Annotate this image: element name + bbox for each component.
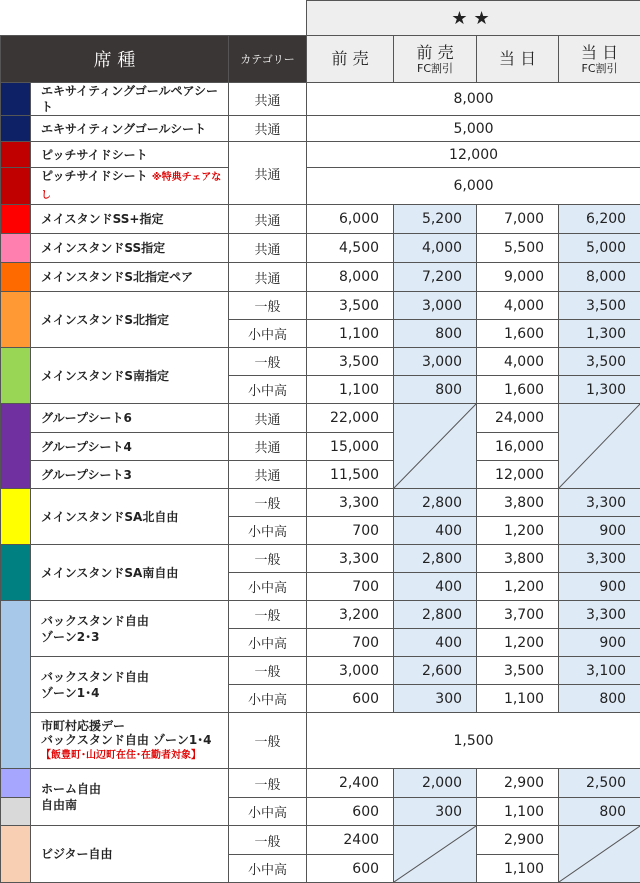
price-advance-fc: 400	[394, 629, 477, 657]
color-swatch	[1, 263, 31, 292]
price-dayof-fc: 2,500	[559, 769, 640, 798]
price-advance: 3,500	[307, 348, 394, 376]
price-dayof-fc: 3,100	[559, 657, 640, 685]
table-row	[1, 142, 640, 168]
price-dayof: 1,100	[477, 685, 559, 713]
table-row	[1, 769, 640, 798]
category-cell: 一般	[229, 713, 307, 769]
color-swatch	[1, 826, 31, 883]
seat-name: ピッチサイドシート	[31, 142, 229, 168]
price-advance-fc: 2,800	[394, 601, 477, 629]
price-advance: 1,100	[307, 376, 394, 404]
seat-name: グループシート6	[31, 404, 229, 433]
header-advance: 前 売	[307, 36, 394, 83]
seat-name: メイスタンドSS+指定	[31, 205, 229, 234]
table-row	[1, 292, 640, 320]
note-text: ※特典チェアなし	[41, 172, 221, 201]
price-advance: 22,000	[307, 404, 394, 433]
table-row	[1, 205, 640, 234]
table-row	[1, 433, 640, 461]
not-available-cell	[559, 826, 640, 883]
price-advance-fc: 3,000	[394, 292, 477, 320]
category-cell: 共通	[229, 234, 307, 263]
price-dayof: 12,000	[477, 461, 559, 489]
seat-name: メインスタンドS北指定	[31, 292, 229, 348]
category-cell: 小中高	[229, 573, 307, 601]
price-cell: 5,000	[307, 116, 640, 142]
seat-name: ビジター自由	[31, 826, 229, 883]
category-cell: 小中高	[229, 629, 307, 657]
table-row	[1, 657, 640, 685]
color-swatch	[1, 545, 31, 601]
price-dayof: 2,900	[477, 769, 559, 798]
price-dayof-fc: 900	[559, 573, 640, 601]
category-cell: 共通	[229, 433, 307, 461]
price-dayof: 16,000	[477, 433, 559, 461]
price-dayof: 1,200	[477, 573, 559, 601]
table-row	[1, 713, 640, 769]
table-row	[1, 168, 640, 205]
color-swatch	[1, 769, 31, 798]
table-row	[1, 116, 640, 142]
price-advance: 11,500	[307, 461, 394, 489]
price-advance-fc: 3,000	[394, 348, 477, 376]
seat-name: グループシート4	[31, 433, 229, 461]
price-dayof-fc: 5,000	[559, 234, 640, 263]
category-cell: 共通	[229, 83, 307, 116]
color-swatch	[1, 142, 31, 168]
color-swatch	[1, 404, 31, 489]
price-dayof: 1,200	[477, 629, 559, 657]
category-cell: 小中高	[229, 685, 307, 713]
price-advance: 600	[307, 798, 394, 826]
category-cell: 一般	[229, 769, 307, 798]
price-advance-fc: 400	[394, 517, 477, 545]
seat-name: メインスタンドS南指定	[31, 348, 229, 404]
price-advance: 8,000	[307, 263, 394, 292]
seat-name: 市町村応援デー バックスタンド自由 ゾーン1･4 【飯豊町･山辺町在住･在勤者対象】	[31, 713, 229, 769]
price-advance-fc: 2,800	[394, 545, 477, 573]
price-advance-fc: 300	[394, 798, 477, 826]
table-row	[1, 234, 640, 263]
category-cell: 共通	[229, 116, 307, 142]
price-dayof: 4,000	[477, 292, 559, 320]
price-dayof: 2,900	[477, 826, 559, 855]
price-advance: 2,400	[307, 769, 394, 798]
table-row	[1, 601, 640, 629]
category-cell: 一般	[229, 826, 307, 855]
seat-name: エキサイティングゴールシート	[31, 116, 229, 142]
seat-name: バックスタンド自由 ゾーン1･4	[31, 657, 229, 713]
category-cell: 小中高	[229, 517, 307, 545]
not-available-cell	[394, 404, 477, 489]
price-advance: 1,100	[307, 320, 394, 348]
category-cell: 一般	[229, 601, 307, 629]
seat-name: バックスタンド自由 ゾーン2･3	[31, 601, 229, 657]
price-advance: 3,000	[307, 657, 394, 685]
price-advance: 700	[307, 517, 394, 545]
table-row	[1, 489, 640, 517]
price-dayof-fc: 800	[559, 798, 640, 826]
price-advance-fc: 4,000	[394, 234, 477, 263]
price-dayof-fc: 1,300	[559, 320, 640, 348]
price-dayof: 9,000	[477, 263, 559, 292]
price-dayof-fc: 3,300	[559, 601, 640, 629]
price-advance: 15,000	[307, 433, 394, 461]
price-dayof: 1,600	[477, 320, 559, 348]
table-row	[1, 263, 640, 292]
price-dayof: 4,000	[477, 348, 559, 376]
category-cell: 一般	[229, 489, 307, 517]
table-row	[1, 461, 640, 489]
category-cell: 一般	[229, 657, 307, 685]
color-swatch	[1, 83, 31, 116]
seat-name: グループシート3	[31, 461, 229, 489]
category-cell: 一般	[229, 292, 307, 320]
price-dayof: 3,500	[477, 657, 559, 685]
color-swatch	[1, 168, 31, 205]
seat-name: メインスタンドSS指定	[31, 234, 229, 263]
not-available-cell	[394, 826, 477, 883]
price-advance-fc: 2,600	[394, 657, 477, 685]
price-dayof-fc: 3,500	[559, 348, 640, 376]
price-advance: 3,300	[307, 545, 394, 573]
price-dayof-fc: 800	[559, 685, 640, 713]
price-dayof-fc: 8,000	[559, 263, 640, 292]
category-cell: 共通	[229, 205, 307, 234]
price-dayof: 3,800	[477, 489, 559, 517]
category-cell: 共通	[229, 142, 307, 205]
table-row	[1, 404, 640, 433]
header-seat: 席 種	[1, 36, 229, 83]
category-cell: 共通	[229, 263, 307, 292]
category-cell: 小中高	[229, 798, 307, 826]
price-dayof-fc: 1,300	[559, 376, 640, 404]
price-dayof-fc: 3,300	[559, 545, 640, 573]
price-dayof: 1,100	[477, 798, 559, 826]
category-cell: 小中高	[229, 320, 307, 348]
price-advance: 3,200	[307, 601, 394, 629]
category-cell: 小中高	[229, 855, 307, 883]
price-dayof: 1,100	[477, 855, 559, 883]
price-dayof-fc: 3,500	[559, 292, 640, 320]
price-advance-fc: 5,200	[394, 205, 477, 234]
category-cell: 一般	[229, 348, 307, 376]
price-dayof: 7,000	[477, 205, 559, 234]
price-advance: 700	[307, 573, 394, 601]
color-swatch	[1, 234, 31, 263]
seat-name: エキサイティングゴールペアシート	[31, 83, 229, 116]
seat-name: ホーム自由 自由南	[31, 769, 229, 826]
seat-name: ピッチサイドシート ※特典チェアなし	[31, 168, 229, 205]
table-row	[1, 348, 640, 376]
price-advance: 600	[307, 855, 394, 883]
price-dayof: 3,800	[477, 545, 559, 573]
color-swatch	[1, 292, 31, 348]
color-swatch	[1, 601, 31, 769]
price-dayof-fc: 3,300	[559, 489, 640, 517]
price-advance-fc: 800	[394, 376, 477, 404]
price-advance: 600	[307, 685, 394, 713]
price-dayof: 1,600	[477, 376, 559, 404]
table-row	[1, 826, 640, 855]
category-cell: 小中高	[229, 376, 307, 404]
price-advance-fc: 2,000	[394, 769, 477, 798]
price-advance: 700	[307, 629, 394, 657]
category-cell: 一般	[229, 545, 307, 573]
price-advance: 6,000	[307, 205, 394, 234]
price-advance: 4,500	[307, 234, 394, 263]
price-cell: 8,000	[307, 83, 640, 116]
price-dayof: 3,700	[477, 601, 559, 629]
table-row	[1, 83, 640, 116]
price-dayof-fc: 900	[559, 629, 640, 657]
not-available-cell	[559, 404, 640, 489]
price-cell: 1,500	[307, 713, 640, 769]
blank-corner	[1, 1, 307, 36]
category-cell: 共通	[229, 461, 307, 489]
price-cell: 6,000	[307, 168, 640, 205]
table-row	[1, 545, 640, 573]
price-advance: 3,300	[307, 489, 394, 517]
color-swatch	[1, 348, 31, 404]
price-dayof-fc: 6,200	[559, 205, 640, 234]
price-advance-fc: 7,200	[394, 263, 477, 292]
color-swatch	[1, 116, 31, 142]
price-advance: 3,500	[307, 292, 394, 320]
price-dayof: 5,500	[477, 234, 559, 263]
color-swatch	[1, 489, 31, 545]
price-dayof: 1,200	[477, 517, 559, 545]
rating-stars: ★★	[307, 1, 640, 36]
price-advance-fc: 300	[394, 685, 477, 713]
seat-name: メインスタンドSA南自由	[31, 545, 229, 601]
price-advance-fc: 800	[394, 320, 477, 348]
seat-name: メインスタンドSA北自由	[31, 489, 229, 545]
header-advance-fc: 前 売 FC割引	[394, 36, 477, 83]
price-advance-fc: 2,800	[394, 489, 477, 517]
header-category: カテゴリー	[229, 36, 307, 83]
header-dayof: 当 日	[477, 36, 559, 83]
header-dayof-fc: 当 日 FC割引	[559, 36, 640, 83]
seat-name: メインスタンドS北指定ペア	[31, 263, 229, 292]
color-swatch	[1, 205, 31, 234]
price-dayof: 24,000	[477, 404, 559, 433]
price-advance-fc: 400	[394, 573, 477, 601]
price-cell: 12,000	[307, 142, 640, 168]
color-swatch	[1, 798, 31, 826]
note-text: 【飯豊町･山辺町在住･在勤者対象】	[41, 750, 201, 761]
category-cell: 共通	[229, 404, 307, 433]
price-dayof-fc: 900	[559, 517, 640, 545]
price-advance: 2400	[307, 826, 394, 855]
